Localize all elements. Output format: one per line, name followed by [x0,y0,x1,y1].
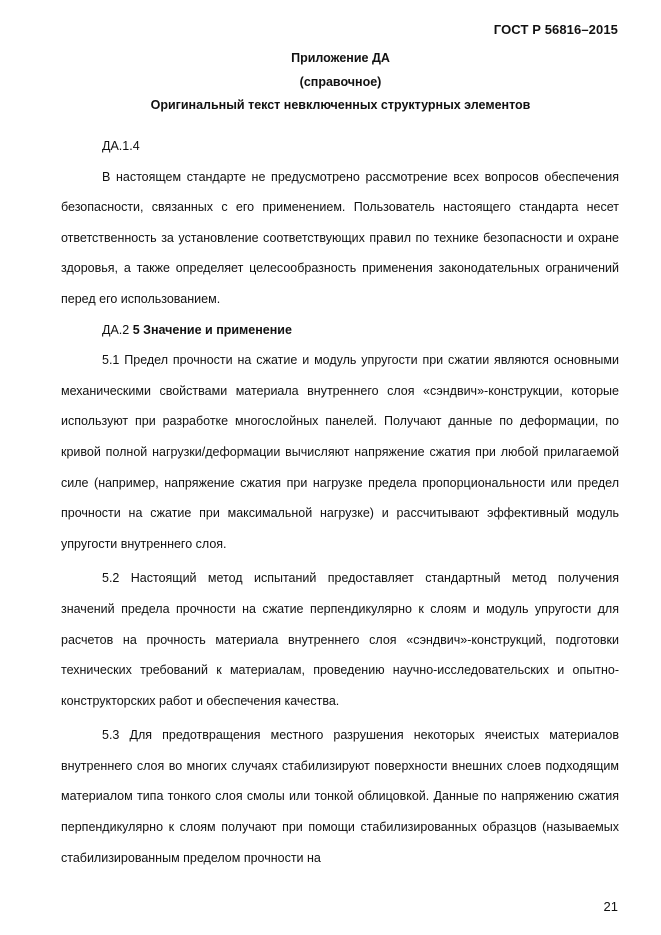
page-number: 21 [603,899,618,914]
paragraph-5-3: 5.3 Для предотвращения местного разрушения некоторых ячеистых материалов внутреннего слоя во многих случаях стабилизируют поверхности внешних слоев подходящим материалом типа тонкого слоя смолы или тонкой облицовкой. Данные по напряжению сжатия перпендикулярно к слоям получают при помощи стабилизированных образцов (называемых стабилизированным пределом прочности на [61,728,619,865]
standard-code-header: ГОСТ Р 56816–2015 [493,22,618,37]
appendix-title: Приложение ДА [291,51,390,65]
paragraph-da14: В настоящем стандарте не предусмотрено рассмотрение всех вопросов обеспечения безопасности, связанных с его применением. Пользователь настоящего стандарта несет ответственность за установление соответствующих правил по технике безопасности и охране здоровья, а также определяет целесообразность применения законодательных ограничений перед его использованием. [61,169,619,306]
section-heading-da2 [61,315,619,346]
section-label-da2: ДА.2 [102,322,130,337]
paragraph-5-1: 5.1 Предел прочности на сжатие и модуль упругости при сжатии являются основными механическими свойствами материала внутреннего слоя «сэндвич»-конструкции, которые используют при разработке многослойных панелей. Получают данные по деформации, по кривой полной нагрузки/деформации вычисляют напряжение сжатия при любой прилагаемой силе (например, напряжение сжатия при нагрузке предела пропорциональности или предел прочности на сжатие при максимальной нагрузке) и рассчитывают эффективный модуль упругости внутреннего слоя. [61,353,619,551]
section-title-da2: 5 Значение и применение [132,322,292,337]
section-label-da14: ДА.1.4 [102,139,140,153]
document-body [61,131,619,873]
paragraph-5-2: 5.2 Настоящий метод испытаний предоставляет стандартный метод получения значений предела прочности на сжатие перпендикулярно к слоям и модуль упругости для расчетов на прочность материала внутреннего слоя «сэндвич»-конструкций, подготовки технических требований к материалам, проведению научно-исследовательских и опытно-конструкторских работ и обеспечения качества. [61,571,619,708]
appendix-type: (справочное) [299,75,382,89]
appendix-subtitle: Оригинальный текст невключенных структурных элементов [150,98,531,112]
